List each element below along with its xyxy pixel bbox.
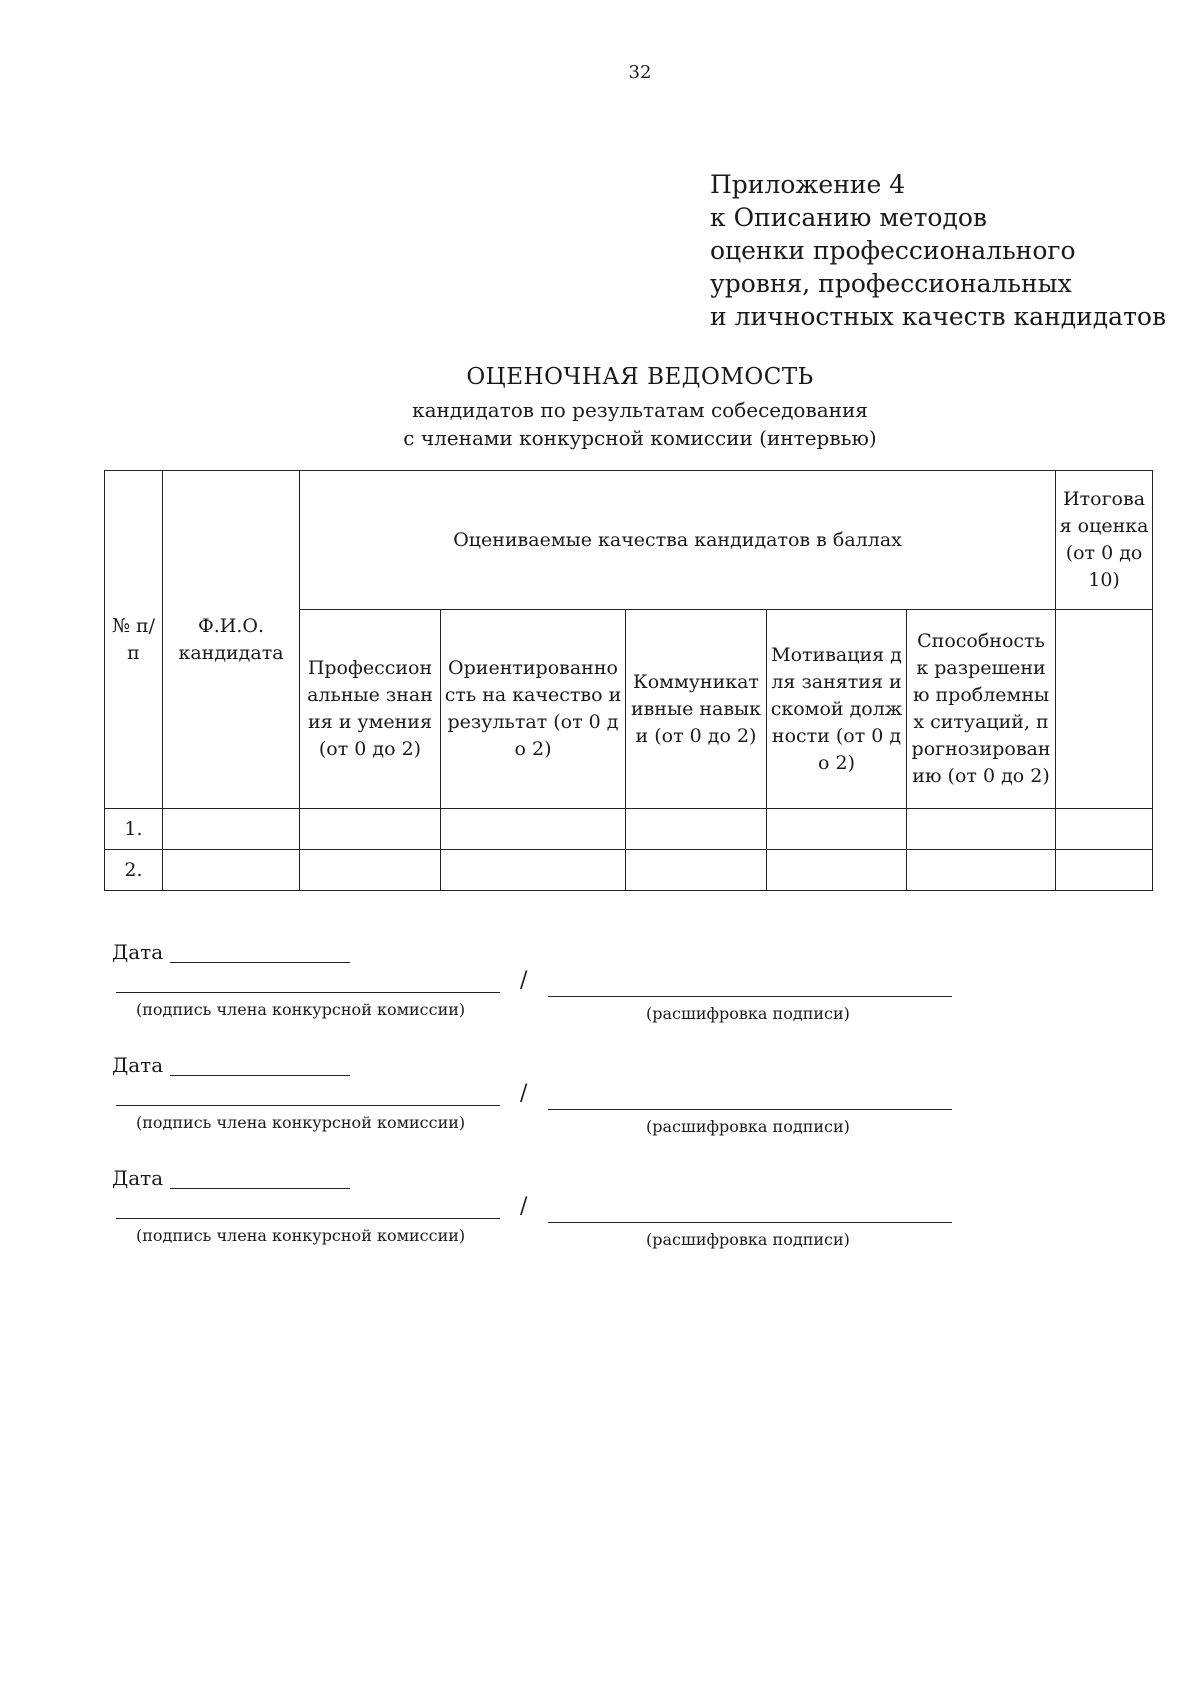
date-line	[170, 1188, 350, 1189]
score-cell	[767, 809, 907, 850]
decoding-line	[548, 1222, 952, 1223]
page-number: 32	[628, 62, 652, 83]
name-cell	[163, 809, 300, 850]
slash-separator: /	[520, 968, 528, 993]
slash-separator: /	[520, 1081, 528, 1106]
appendix-heading	[710, 168, 1166, 333]
decoding-line	[548, 996, 952, 997]
row-number: 1.	[105, 809, 163, 850]
score-cell	[300, 850, 441, 891]
score-cell	[767, 850, 907, 891]
col-header-total: Итоговая оценка (от 0 до 10)	[1056, 471, 1153, 610]
total-header-blank	[1056, 610, 1153, 809]
row-number: 2.	[105, 850, 163, 891]
col-header-name: Ф.И.О. кандидата	[163, 471, 300, 809]
col-header-quality: Способность к разрешению проблемных ситуаций, прогнозированию (от 0 до 2)	[907, 610, 1056, 809]
col-header-quality: Мотивация для занятия искомой должности (от 0 до 2)	[767, 610, 907, 809]
decoding-caption: (расшифровка подписи)	[646, 1117, 850, 1136]
name-cell	[163, 850, 300, 891]
decoding-caption: (расшифровка подписи)	[646, 1004, 850, 1023]
signature-caption: (подпись члена конкурсной комиссии)	[136, 1113, 466, 1132]
decoding-line	[548, 1109, 952, 1110]
appendix-line: оценки профессионального	[710, 236, 1076, 265]
score-cell	[626, 809, 767, 850]
signature-line	[116, 1218, 500, 1219]
col-header-quality: Ориентированность на качество и результат (от 0 до 2)	[441, 610, 626, 809]
signature-caption: (подпись члена конкурсной комиссии)	[136, 1226, 466, 1245]
total-cell	[1056, 809, 1153, 850]
signature-caption: (подпись члена конкурсной комиссии)	[136, 1000, 466, 1019]
score-cell	[907, 809, 1056, 850]
slash-separator: /	[520, 1194, 528, 1219]
subtitle-line: с членами конкурсной комиссии (интервью)	[403, 426, 877, 450]
date-line	[170, 1075, 350, 1076]
total-cell	[1056, 850, 1153, 891]
score-cell	[441, 850, 626, 891]
date-line	[170, 962, 350, 963]
col-header-num: № п/п	[105, 471, 163, 809]
appendix-line: и личностных качеств кандидатов	[710, 302, 1167, 331]
score-cell	[907, 850, 1056, 891]
date-label: Дата	[112, 1053, 164, 1077]
score-cell	[626, 850, 767, 891]
appendix-line: к Описанию методов	[710, 203, 987, 232]
score-cell	[441, 809, 626, 850]
score-cell	[300, 809, 441, 850]
table-row	[105, 850, 1153, 891]
col-header-qualities-group: Оцениваемые качества кандидатов в баллах	[300, 471, 1056, 610]
table-row	[105, 809, 1153, 850]
decoding-caption: (расшифровка подписи)	[646, 1230, 850, 1249]
col-header-quality: Коммуникативные навыки (от 0 до 2)	[626, 610, 767, 809]
assessment-table	[104, 470, 1153, 891]
date-label: Дата	[112, 1166, 164, 1190]
date-label: Дата	[112, 940, 164, 964]
subtitle-line: кандидатов по результатам собеседования	[412, 398, 868, 422]
document-subtitle	[0, 396, 1200, 452]
signature-line	[116, 1105, 500, 1106]
appendix-line: Приложение 4	[710, 170, 906, 199]
col-header-quality: Профессиональные знания и умения (от 0 до 2)	[300, 610, 441, 809]
appendix-line: уровня, профессиональных	[710, 269, 1072, 298]
document-title: ОЦЕНОЧНАЯ ВЕДОМОСТЬ	[466, 364, 814, 390]
signature-line	[116, 992, 500, 993]
